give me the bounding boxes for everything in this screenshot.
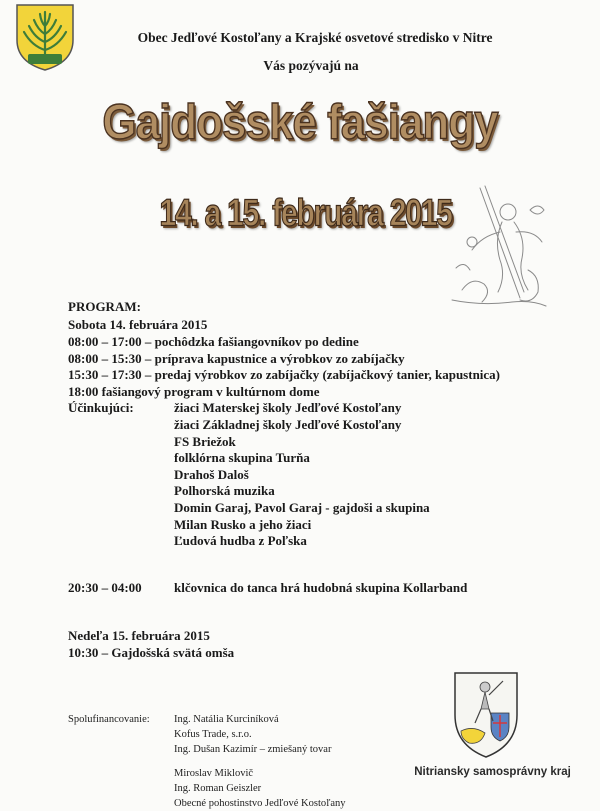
event-title: Gajdošské fašiangy [102,95,498,150]
sponsor-item: Kofus Trade, s.r.o. [174,729,252,740]
performer-item: FS Briežok [174,434,236,449]
sunday-date: Nedeľa 15. februára 2015 [68,628,210,643]
performer-item: Drahoš Daloš [174,467,249,482]
fasiangy-illustration-icon [442,180,552,310]
program-heading: PROGRAM: [68,299,141,314]
sponsor-list [174,766,346,811]
saturday-date: Sobota 14. februára 2015 [68,317,208,332]
schedule-item: 08:00 – 15:30 – príprava kapustnice a výrobkov zo zabíjačky [68,351,405,366]
region-name: Nitriansky samosprávny kraj [414,766,571,778]
schedule-item: 18:00 fašiangový program v kultúrnom dome [68,384,320,399]
performer-item: žiaci Základnej školy Jedľové Kostoľany [174,417,402,432]
performers-label: Účinkujúci: [68,400,134,415]
performer-item: Polhorská muzika [174,483,275,498]
sunday-mass: 10:30 – Gajdošská svätá omša [68,645,235,660]
region-coat-of-arms-icon [451,669,521,759]
schedule-item: 15:30 – 17:30 – predaj výrobkov zo zabíjačky (zabíjačkový tanier, kapustnica) [68,367,501,382]
invitation-line: Vás pozývajú na [263,58,359,73]
cofinancing-label: Spolufinancovanie: [68,714,150,725]
sponsor-item: Obecné pohostinstvo Jedľové Kostoľany [174,798,346,809]
sponsor-item: Miroslav Miklovič [174,768,254,779]
sponsor-item: Ing. Dušan Kazimír – zmiešaný tovar [174,744,332,755]
performer-item: Milan Rusko a jeho žiaci [174,517,312,532]
sponsor-list [174,712,331,757]
sponsor-item: Ing. Natália Kurciníková [174,714,279,725]
evening-description: klčovnica do tanca hrá hudobná skupina Kollarband [174,580,468,595]
event-dates: 14. a 15. februára 2015 [159,191,452,234]
performer-item: žiaci Materskej školy Jedľové Kostoľany [174,400,402,415]
sponsor-item: Ing. Roman Geiszler [174,783,262,794]
organizers-line: Obec Jedľové Kostoľany a Krajské osvetové stredisko v Nitre [137,30,493,45]
performer-item: Ľudová hudba z Poľska [174,533,307,548]
evening-time: 20:30 – 04:00 [68,580,142,595]
performer-item: Domin Garaj, Pavol Garaj - gajdoši a skupina [174,500,430,515]
performer-item: folklórna skupina Turňa [174,450,310,465]
schedule-item: 08:00 – 17:00 – pochôdzka fašiangovníkov po dedine [68,334,359,349]
